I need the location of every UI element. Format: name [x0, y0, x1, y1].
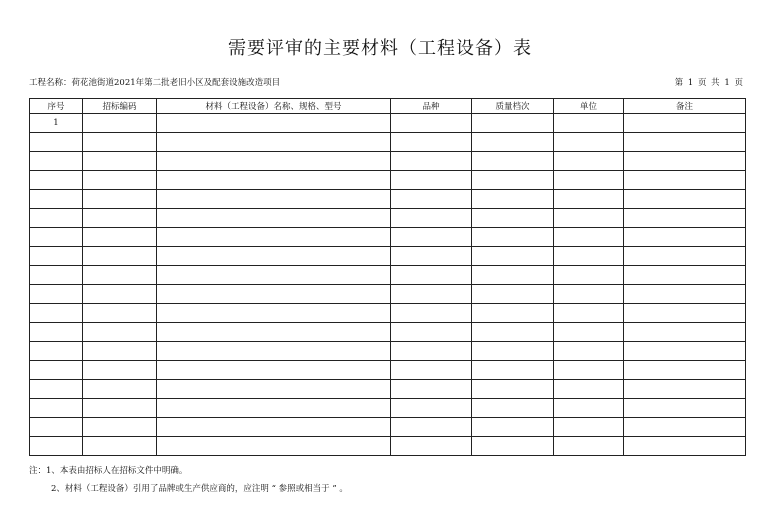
column-header-remarks: 备注	[624, 99, 746, 114]
table-row	[30, 285, 746, 304]
cell-quality	[472, 361, 554, 380]
cell-quality	[472, 190, 554, 209]
column-header-code: 招标编码	[83, 99, 157, 114]
table-row	[30, 361, 746, 380]
cell-unit	[554, 171, 624, 190]
footnote-1: 注：1、本表由招标人在招标文件中明确。	[29, 466, 188, 476]
cell-variety	[391, 171, 472, 190]
table-row	[30, 304, 746, 323]
cell-unit	[554, 152, 624, 171]
cell-variety	[391, 399, 472, 418]
cell-material	[157, 209, 391, 228]
cell-code	[83, 437, 157, 456]
cell-seq	[30, 304, 83, 323]
cell-quality	[472, 399, 554, 418]
cell-remarks	[624, 361, 746, 380]
cell-material	[157, 114, 391, 133]
cell-material	[157, 418, 391, 437]
table-row	[30, 418, 746, 437]
cell-variety	[391, 418, 472, 437]
cell-material	[157, 323, 391, 342]
cell-remarks	[624, 171, 746, 190]
project-name-line	[29, 76, 280, 88]
cell-unit	[554, 418, 624, 437]
cell-unit	[554, 437, 624, 456]
footnote-2: 2、材料（工程设备）引用了品牌或生产供应商的，应注明 “ 参照或相当于 ” 。	[51, 484, 348, 494]
project-name-value: 荷花池街道2021年第二批老旧小区及配套设施改造项目	[71, 78, 281, 88]
cell-code	[83, 399, 157, 418]
cell-seq	[30, 437, 83, 456]
cell-remarks	[624, 418, 746, 437]
cell-code	[83, 418, 157, 437]
footnotes	[29, 462, 348, 498]
cell-unit	[554, 209, 624, 228]
project-name-label: 工程名称：	[29, 78, 72, 88]
cell-unit	[554, 285, 624, 304]
cell-unit	[554, 342, 624, 361]
cell-code	[83, 304, 157, 323]
cell-remarks	[624, 209, 746, 228]
cell-quality	[472, 323, 554, 342]
cell-seq	[30, 361, 83, 380]
table-row	[30, 399, 746, 418]
cell-remarks	[624, 342, 746, 361]
cell-seq	[30, 152, 83, 171]
table-row	[30, 228, 746, 247]
cell-unit	[554, 266, 624, 285]
table-header-row	[30, 99, 746, 114]
cell-unit	[554, 304, 624, 323]
cell-quality	[472, 133, 554, 152]
cell-material	[157, 361, 391, 380]
cell-code	[83, 380, 157, 399]
cell-material	[157, 437, 391, 456]
cell-remarks	[624, 380, 746, 399]
cell-remarks	[624, 266, 746, 285]
cell-quality	[472, 152, 554, 171]
cell-seq: 1	[30, 114, 83, 133]
cell-seq	[30, 228, 83, 247]
cell-seq	[30, 323, 83, 342]
page-number: 第 1 页 共 1 页	[674, 78, 743, 88]
cell-code	[83, 247, 157, 266]
cell-remarks	[624, 304, 746, 323]
cell-variety	[391, 380, 472, 399]
cell-variety	[391, 323, 472, 342]
cell-remarks	[624, 190, 746, 209]
cell-material	[157, 304, 391, 323]
cell-material	[157, 190, 391, 209]
cell-variety	[391, 247, 472, 266]
cell-remarks	[624, 323, 746, 342]
column-header-variety: 品种	[391, 99, 472, 114]
cell-material	[157, 133, 391, 152]
column-header-quality: 质量档次	[472, 99, 554, 114]
cell-seq	[30, 380, 83, 399]
cell-seq	[30, 285, 83, 304]
materials-table	[29, 98, 746, 456]
cell-variety	[391, 285, 472, 304]
table-row	[30, 437, 746, 456]
column-header-unit: 单位	[554, 99, 624, 114]
cell-unit	[554, 361, 624, 380]
cell-unit	[554, 247, 624, 266]
cell-remarks	[624, 228, 746, 247]
cell-quality	[472, 171, 554, 190]
cell-quality	[472, 114, 554, 133]
cell-code	[83, 342, 157, 361]
cell-code	[83, 228, 157, 247]
cell-variety	[391, 437, 472, 456]
cell-code	[83, 190, 157, 209]
table-row	[30, 342, 746, 361]
cell-variety	[391, 342, 472, 361]
cell-quality	[472, 342, 554, 361]
cell-quality	[472, 247, 554, 266]
cell-material	[157, 399, 391, 418]
cell-unit	[554, 228, 624, 247]
cell-material	[157, 247, 391, 266]
cell-variety	[391, 133, 472, 152]
table-row	[30, 133, 746, 152]
cell-code	[83, 209, 157, 228]
column-header-seq: 序号	[30, 99, 83, 114]
cell-quality	[472, 285, 554, 304]
cell-quality	[472, 418, 554, 437]
cell-unit	[554, 190, 624, 209]
cell-seq	[30, 418, 83, 437]
cell-material	[157, 380, 391, 399]
cell-variety	[391, 304, 472, 323]
cell-variety	[391, 361, 472, 380]
cell-material	[157, 342, 391, 361]
cell-seq	[30, 399, 83, 418]
cell-variety	[391, 152, 472, 171]
cell-remarks	[624, 133, 746, 152]
cell-unit	[554, 323, 624, 342]
cell-remarks	[624, 114, 746, 133]
page-title: 需要评审的主要材料（工程设备）表	[228, 38, 532, 59]
cell-quality	[472, 304, 554, 323]
cell-unit	[554, 133, 624, 152]
table-row	[30, 266, 746, 285]
cell-seq	[30, 342, 83, 361]
cell-variety	[391, 228, 472, 247]
cell-variety	[391, 114, 472, 133]
table-row	[30, 114, 746, 133]
cell-remarks	[624, 399, 746, 418]
cell-quality	[472, 380, 554, 399]
table-row	[30, 171, 746, 190]
cell-material	[157, 285, 391, 304]
cell-code	[83, 152, 157, 171]
cell-seq	[30, 266, 83, 285]
cell-material	[157, 228, 391, 247]
cell-remarks	[624, 152, 746, 171]
column-header-material: 材料（工程设备）名称、规格、型号	[157, 99, 391, 114]
cell-quality	[472, 228, 554, 247]
cell-seq	[30, 209, 83, 228]
cell-variety	[391, 209, 472, 228]
cell-remarks	[624, 437, 746, 456]
cell-unit	[554, 399, 624, 418]
cell-material	[157, 152, 391, 171]
cell-code	[83, 285, 157, 304]
cell-quality	[472, 209, 554, 228]
table-row	[30, 247, 746, 266]
cell-code	[83, 133, 157, 152]
cell-code	[83, 171, 157, 190]
cell-material	[157, 266, 391, 285]
cell-variety	[391, 266, 472, 285]
table-row	[30, 209, 746, 228]
table-row	[30, 323, 746, 342]
cell-seq	[30, 247, 83, 266]
cell-seq	[30, 171, 83, 190]
cell-code	[83, 323, 157, 342]
cell-remarks	[624, 285, 746, 304]
cell-unit	[554, 114, 624, 133]
cell-quality	[472, 437, 554, 456]
cell-variety	[391, 190, 472, 209]
cell-remarks	[624, 247, 746, 266]
cell-code	[83, 361, 157, 380]
cell-unit	[554, 380, 624, 399]
cell-seq	[30, 133, 83, 152]
table-row	[30, 152, 746, 171]
table-row	[30, 380, 746, 399]
cell-code	[83, 114, 157, 133]
cell-quality	[472, 266, 554, 285]
table-row	[30, 190, 746, 209]
cell-code	[83, 266, 157, 285]
cell-material	[157, 171, 391, 190]
cell-seq	[30, 190, 83, 209]
